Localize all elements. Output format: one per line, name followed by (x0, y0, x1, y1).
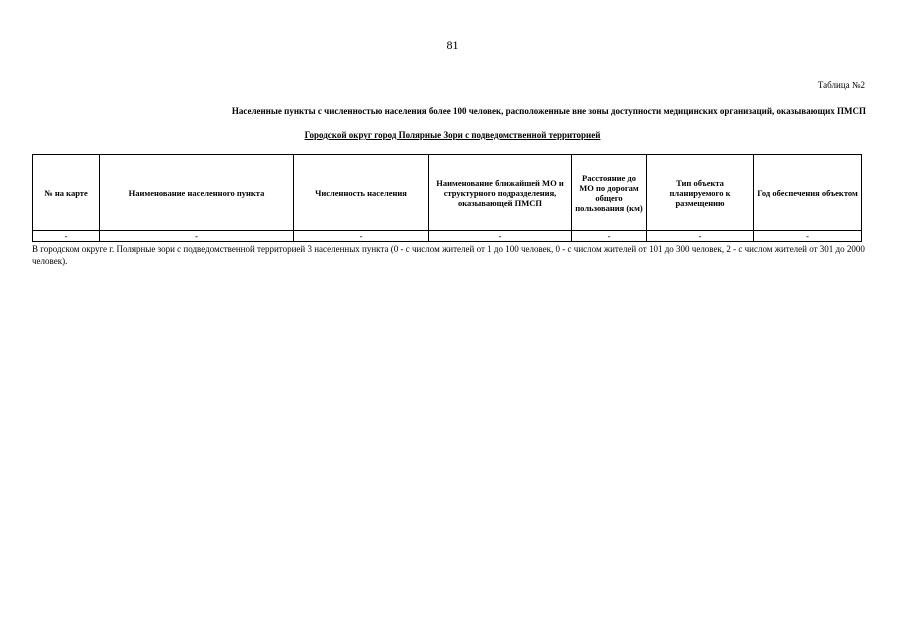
data-table (32, 154, 862, 242)
table-cell: - (754, 231, 862, 242)
table-cell: - (572, 231, 647, 242)
table-cell: - (294, 231, 429, 242)
table-cell: - (429, 231, 572, 242)
header-nearest-mo: Наименование ближайшей МО и структурного подразделения, оказывающей ПМСП (429, 155, 572, 231)
header-year: Год обеспечения объектом (754, 155, 862, 231)
header-map-number: № на карте (33, 155, 100, 231)
table-row (33, 231, 862, 242)
table-cell: - (647, 231, 754, 242)
header-distance: Расстояние до МО по дорогам общего пользования (км) (572, 155, 647, 231)
table-cell: - (33, 231, 100, 242)
table-caption: Таблица №2 (817, 80, 865, 90)
sub-heading: Городской округ город Полярные Зори с подведомственной территорией (304, 130, 601, 140)
page-number: 81 (446, 38, 459, 52)
main-heading: Населенные пункты с численностью населения более 100 человек, расположенные вне зоны доступности медицинских организаций, оказывающих ПМСП (231, 106, 866, 116)
table-cell: - (100, 231, 294, 242)
footnote: В городском округе г. Полярные зори с подведомственной территорией 3 населенных пункта (0 - с числом жителей от 1 до 100 человек, 0 - с числом жителей от 101 до 300 человек, 2 - с числом жителей от 301 до 2000 человек). (32, 244, 865, 266)
table-header-row (33, 155, 862, 231)
header-population: Численность населения (294, 155, 429, 231)
header-object-type: Тип объекта планируемого к размещению (647, 155, 754, 231)
header-settlement-name: Наименование населенного пункта (100, 155, 294, 231)
